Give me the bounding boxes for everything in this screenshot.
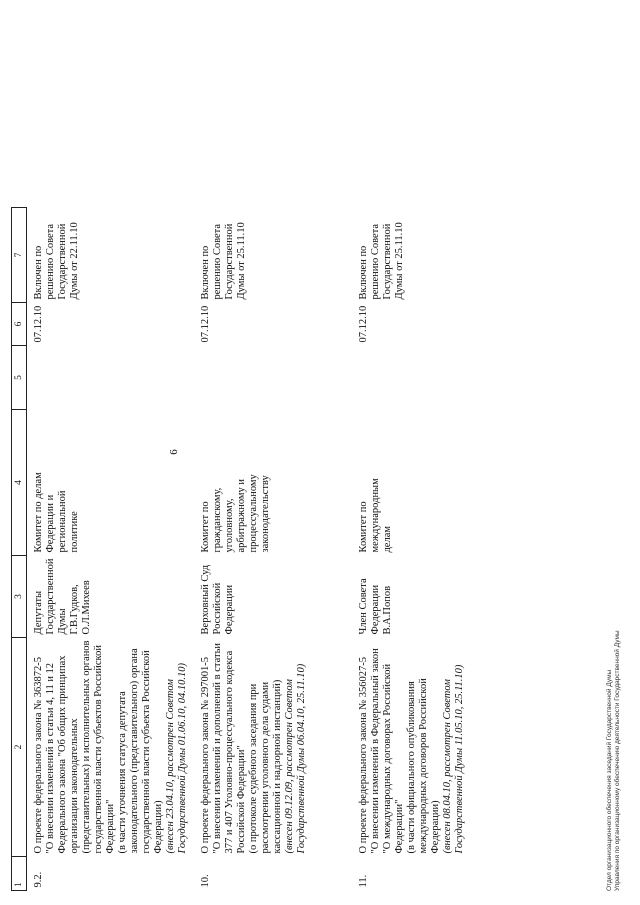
bill-title-line: Российской Федерации" (235, 745, 247, 854)
review-date: 07.12.10 (200, 305, 211, 343)
initiator (194, 556, 352, 638)
initiator-line: Думы (56, 608, 68, 635)
committee-line: арбитражному и (235, 478, 247, 553)
committee-line: законодательству (259, 475, 271, 553)
decision-line: Думы от 25.11.10 (235, 222, 247, 300)
bill-note-line: рассмотрении уголовного дела судами (259, 681, 271, 854)
committee-line: международным (369, 478, 381, 553)
bill-note-line: Федерации) (152, 800, 164, 854)
column-header: 2 (12, 637, 27, 856)
bill-title-line: "О внесении изменений в Федеральный закон (369, 648, 381, 854)
table-row (194, 208, 352, 891)
decision-line: Государственной (223, 223, 235, 300)
bill-note-line: международных договоров Российской (417, 678, 429, 854)
decision (27, 208, 195, 303)
item-number: 10. (200, 874, 211, 888)
footer-line: Отдел организационного обеспечения заседаний Государственной Думы (606, 669, 613, 891)
decision-line: Включен по (200, 245, 211, 300)
bill-status-line: Государственной Думы 01.06.10, 04.10.10) (176, 663, 188, 854)
bill-description (194, 637, 352, 856)
decision-line: Включен по (358, 245, 369, 300)
bill-status-line: (внесен 09.12.09, рассмотрен Советом (283, 679, 295, 854)
initiator-line: Верховный Суд (200, 564, 211, 635)
bill-status-line: Государственной Думы 06.04.10, 25.11.10) (295, 663, 307, 854)
bill-title-line: "О международных договорах Российской (381, 663, 393, 854)
bill-title-line: Федерации" (393, 799, 405, 854)
decision-line: Думы от 25.11.10 (393, 222, 405, 300)
bill-title-line: 377 и 407 Уголовно-процессуального кодекса (223, 650, 235, 854)
initiator (352, 556, 498, 638)
initiator-line: Член Совета (358, 578, 369, 635)
column-header: 1 (12, 857, 27, 891)
bill-note-line: государственной власти субъекта Российской (140, 650, 152, 854)
item-number: 9.2. (33, 871, 44, 888)
decision-line: решению Совета (44, 223, 56, 300)
bill-note-line: (в части официального опубликования (405, 681, 417, 854)
bill-title-line: Федерации" (104, 799, 116, 854)
footer-line: Управления по организационному обеспечению деятельности Государственной Думы (613, 630, 621, 891)
decision-line: Включен по (33, 245, 44, 300)
bill-description (352, 637, 498, 856)
committee-line: делам (381, 525, 393, 553)
decision (194, 208, 352, 303)
committee-line: региональной (56, 490, 68, 553)
initiator-line: О.Л.Михеев (80, 580, 92, 635)
committee (27, 410, 195, 556)
bill-title-line: О проекте федерального закона № 356027-5 (358, 656, 369, 854)
bill-status-line: Государственной Думы 11.05.10, 25.11.10) (453, 664, 465, 854)
committee (352, 410, 498, 556)
decision-line: Государственной (56, 223, 68, 300)
item-number: 11. (358, 874, 369, 888)
initiator-line: В.А.Попов (381, 585, 393, 635)
column-header: 5 (12, 346, 27, 410)
bill-title-line: государственной власти субъектов Российской (92, 645, 104, 854)
decision-line: решению Совета (211, 223, 223, 300)
table-row (352, 208, 498, 891)
committee (194, 410, 352, 556)
column-header: 7 (12, 208, 27, 303)
committee-line: уголовному, (223, 498, 235, 553)
committee-line: Комитет по (200, 501, 211, 553)
column-5-cell (352, 346, 498, 410)
bill-title-line: Федерального закона "Об общих принципах (56, 655, 68, 854)
bill-note-line: кассационной и надзорной инстанций) (271, 679, 283, 854)
bill-note-line: законодательного (представительного) органа (128, 648, 140, 854)
bill-title-line: О проекте федерального закона № 363872-5 (33, 656, 44, 854)
bill-status-line: (внесен 08.04.10, рассмотрен Советом (441, 679, 453, 854)
agenda-table (11, 207, 498, 891)
committee-line: гражданскому, (211, 487, 223, 553)
bill-title-line: (представительных) и исполнительных органов (80, 640, 92, 854)
column-header-row (12, 208, 27, 891)
initiator (27, 556, 195, 638)
bill-status-line: (внесен 23.04.10, рассмотрен Советом (164, 679, 176, 854)
column-header: 6 (12, 303, 27, 346)
bill-title-line: О проекте федерального закона № 297001-5 (200, 656, 211, 854)
decision-line: Государственной (381, 223, 393, 300)
initiator-line: Государственной (44, 558, 56, 635)
committee-line: процессуальному (247, 474, 259, 553)
bill-title-line: "О внесении изменений в статьи 4, 11 и 12 (44, 662, 56, 854)
decision (352, 208, 498, 303)
review-date: 07.12.10 (33, 305, 44, 343)
column-5-cell (194, 346, 352, 410)
committee-line: политике (68, 511, 80, 553)
table-row (27, 208, 195, 891)
column-5-cell (27, 346, 195, 410)
initiator-line: Федерации (223, 584, 235, 635)
committee-line: Федерации и (44, 494, 56, 553)
decision-line: Думы от 22.11.10 (68, 222, 80, 300)
page-footer (606, 630, 622, 891)
initiator-line: Российской (211, 582, 223, 635)
review-date: 07.12.10 (358, 305, 369, 343)
bill-note-line: (в части уточнения статуса депутата (116, 691, 128, 854)
committee-line: Комитет по (358, 501, 369, 553)
bill-description (27, 637, 195, 856)
initiator-line: Федерации (369, 584, 381, 635)
initiator-line: Депутаты (33, 590, 44, 635)
bill-note-line: Федерации) (429, 800, 441, 854)
bill-title-line: организации законодательных (68, 718, 80, 854)
page-number: 6 (168, 449, 180, 455)
decision-line: решению Совета (369, 223, 381, 300)
initiator-line: Г.В.Гудков, (68, 584, 80, 635)
column-header: 3 (12, 556, 27, 638)
bill-note-line: (о протоколе судебного заседания при (247, 683, 259, 854)
committee-line: Комитет по делам (33, 472, 44, 553)
column-header: 4 (12, 410, 27, 556)
bill-title-line: "О внесении изменений и дополнений в статьи (211, 642, 223, 854)
